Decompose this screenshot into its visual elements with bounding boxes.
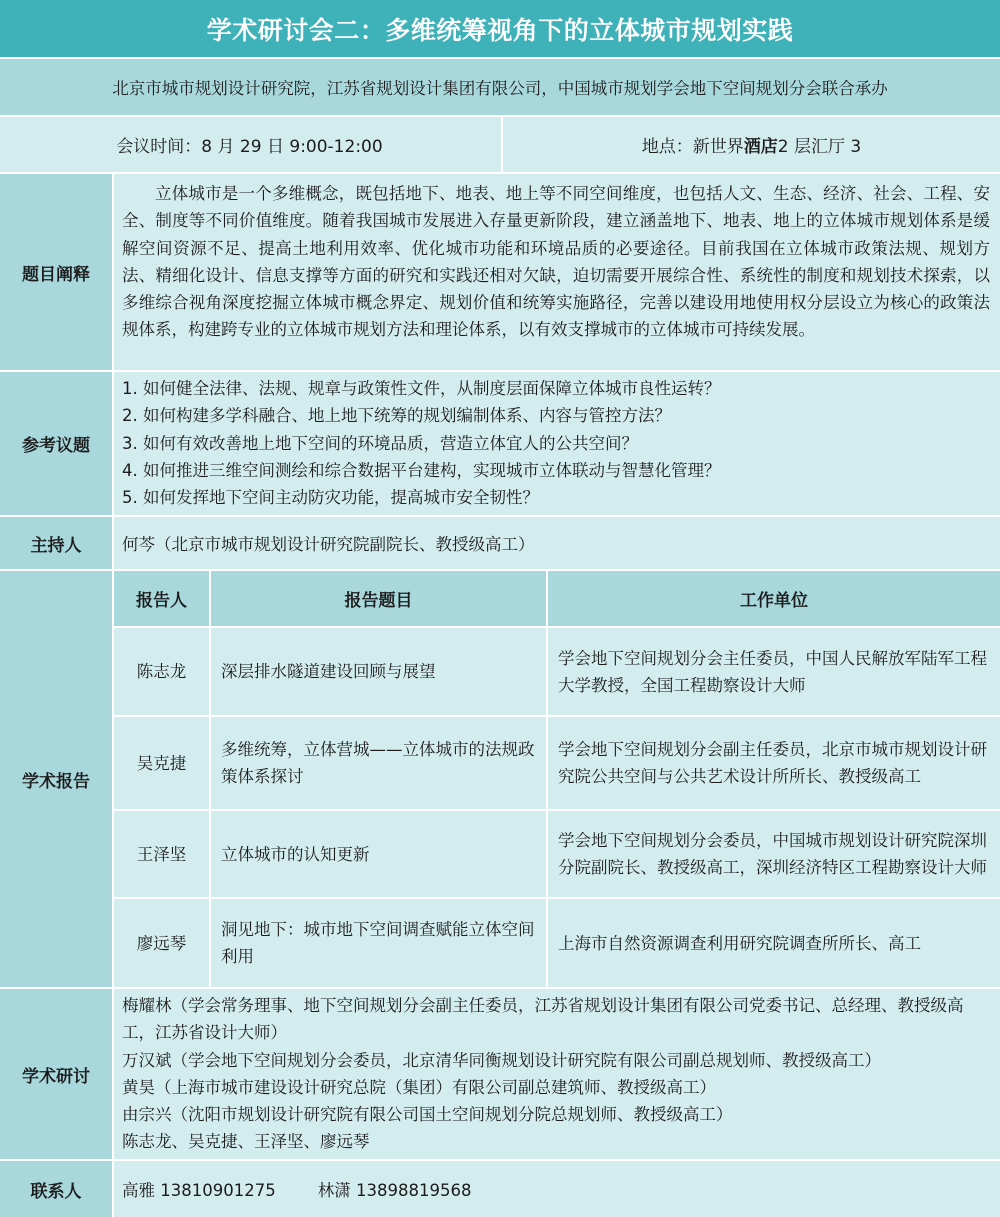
- topics-label: 参考议题: [0, 372, 112, 515]
- intro-section: [0, 174, 1000, 370]
- discussant: 黄昊（上海市城市建设设计研究总院（集团）有限公司副总建筑师、教授级高工）: [122, 1077, 716, 1097]
- topics-list: [114, 372, 1000, 511]
- intro-content: [114, 174, 1000, 370]
- host-label: 主持人: [0, 517, 112, 569]
- intro-label: 题目阐释: [0, 174, 112, 370]
- discussant: 万汉斌（学会地下空间规划分会委员，北京清华同衡规划设计研究院有限公司副总规划师、教授级高工）: [122, 1050, 881, 1070]
- organizers: 北京市城市规划设计研究院，江苏省规划设计集团有限公司，中国城市规划学会地下空间规划分会联合承办: [0, 59, 1000, 115]
- topic-cell: 洞见地下：城市地下空间调查赋能立体空间利用: [211, 899, 546, 987]
- location-bold: 酒店: [743, 137, 778, 157]
- reports-label: 学术报告: [0, 571, 112, 987]
- topics-content: [114, 372, 1000, 515]
- discussant: 由宗兴（沈阳市规划设计研究院有限公司国土空间规划分院总规划师、教授级高工）: [122, 1105, 733, 1125]
- reports-section: [0, 571, 1000, 987]
- contact-section: [0, 1161, 1000, 1217]
- topic-item: 4. 如何推进三维空间测绘和综合数据平台建构，实现城市立体联动与智慧化管理？: [122, 460, 721, 480]
- header-speaker: 报告人: [114, 571, 209, 626]
- discussion-content: [114, 989, 1000, 1159]
- topic-cell: 多维统筹，立体营城——立体城市的法规政策体系探讨: [211, 717, 546, 809]
- discussant: 梅耀林（学会常务理事、地下空间规划分会副主任委员，江苏省规划设计集团有限公司党委书记、总经理、教授级高工，江苏省设计大师）: [122, 996, 964, 1043]
- meeting-location: [501, 117, 1000, 172]
- topic-item: 5. 如何发挥地下空间主动防灾功能，提高城市安全韧性？: [122, 488, 539, 508]
- unit-cell: 上海市自然资源调查利用研究院调查所所长、高工: [548, 899, 1000, 987]
- header-unit: 工作单位: [548, 571, 1000, 626]
- page-title: 学术研讨会二：多维统筹视角下的立体城市规划实践: [0, 0, 1000, 57]
- topics-section: [0, 372, 1000, 515]
- discussant: 陈志龙、吴克捷、王泽坚、廖远琴: [122, 1132, 370, 1152]
- intro-text: 立体城市是一个多维概念，既包括地下、地表、地上等不同空间维度，也包括人文、生态、经济、社会、工程、安全、制度等不同价值维度。随着我国城市发展进入存量更新阶段，建立涵盖地下、地表、地上的立体城市规划体系是缓解空间资源不足、提高土地利用效率、优化城市功能和环境品质的必要途径。目前我国在立体城市政策法规、规划方法、精细化设计、信息支撑等方面的研究和实践还相对欠缺，迫切需要开展综合性、系统性的制度和规划技术探索，以多维综合视角深度挖掘立体城市概念界定、规划价值和统筹实施路径，完善以建设用地使用权分层设立为核心的政策法规体系，构建跨专业的立体城市规划方法和理论体系，以有效支撑城市的立体城市可持续发展。: [122, 184, 990, 340]
- speaker-cell: 吴克捷: [114, 717, 209, 809]
- discussion-label: 学术研讨: [0, 989, 112, 1159]
- unit-cell: 学会地下空间规划分会副主任委员，北京市城市规划设计研究院公共空间与公共艺术设计所所长、教授级高工: [548, 717, 1000, 809]
- host-text: 何芩（北京市城市规划设计研究院副院长、教授级高工）: [114, 517, 1000, 569]
- speaker-cell: 廖远琴: [114, 899, 209, 987]
- speaker-cell: 王泽坚: [114, 811, 209, 897]
- topic-item: 2. 如何构建多学科融合、地上地下统筹的规划编制体系、内容与管控方法？: [122, 406, 671, 426]
- reports-table: [114, 571, 1000, 987]
- contact-person: 林潇 13898819568: [317, 1181, 472, 1200]
- topic-cell: 立体城市的认知更新: [211, 811, 546, 897]
- meeting-time: 会议时间：8 月 29 日 9:00-12:00: [116, 137, 383, 157]
- speaker-cell: 陈志龙: [114, 628, 209, 715]
- contact-content: [114, 1161, 1000, 1217]
- contact-person: 高雅 13810901275: [122, 1181, 276, 1200]
- header-topic: 报告题目: [211, 571, 546, 626]
- time-location-row: [0, 117, 1000, 172]
- topic-item: 1. 如何健全法律、法规、规章与政策性文件，从制度层面保障立体城市良性运转？: [122, 379, 721, 398]
- discussion-section: [0, 989, 1000, 1159]
- contact-label: 联系人: [0, 1161, 112, 1217]
- unit-cell: 学会地下空间规划分会委员，中国城市规划设计研究院深圳分院副院长、教授级高工，深圳经济特区工程勘察设计大师: [548, 811, 1000, 897]
- location-suffix: 2 层汇厅 3: [777, 137, 862, 157]
- unit-cell: 学会地下空间规划分会主任委员，中国人民解放军陆军工程大学教授，全国工程勘察设计大师: [548, 628, 1000, 715]
- host-section: [0, 517, 1000, 569]
- topic-item: 3. 如何有效改善地上地下空间的环境品质，营造立体宜人的公共空间？: [122, 433, 638, 453]
- topic-cell: 深层排水隧道建设回顾与展望: [211, 628, 546, 715]
- location-prefix: 地点：新世界: [641, 137, 744, 157]
